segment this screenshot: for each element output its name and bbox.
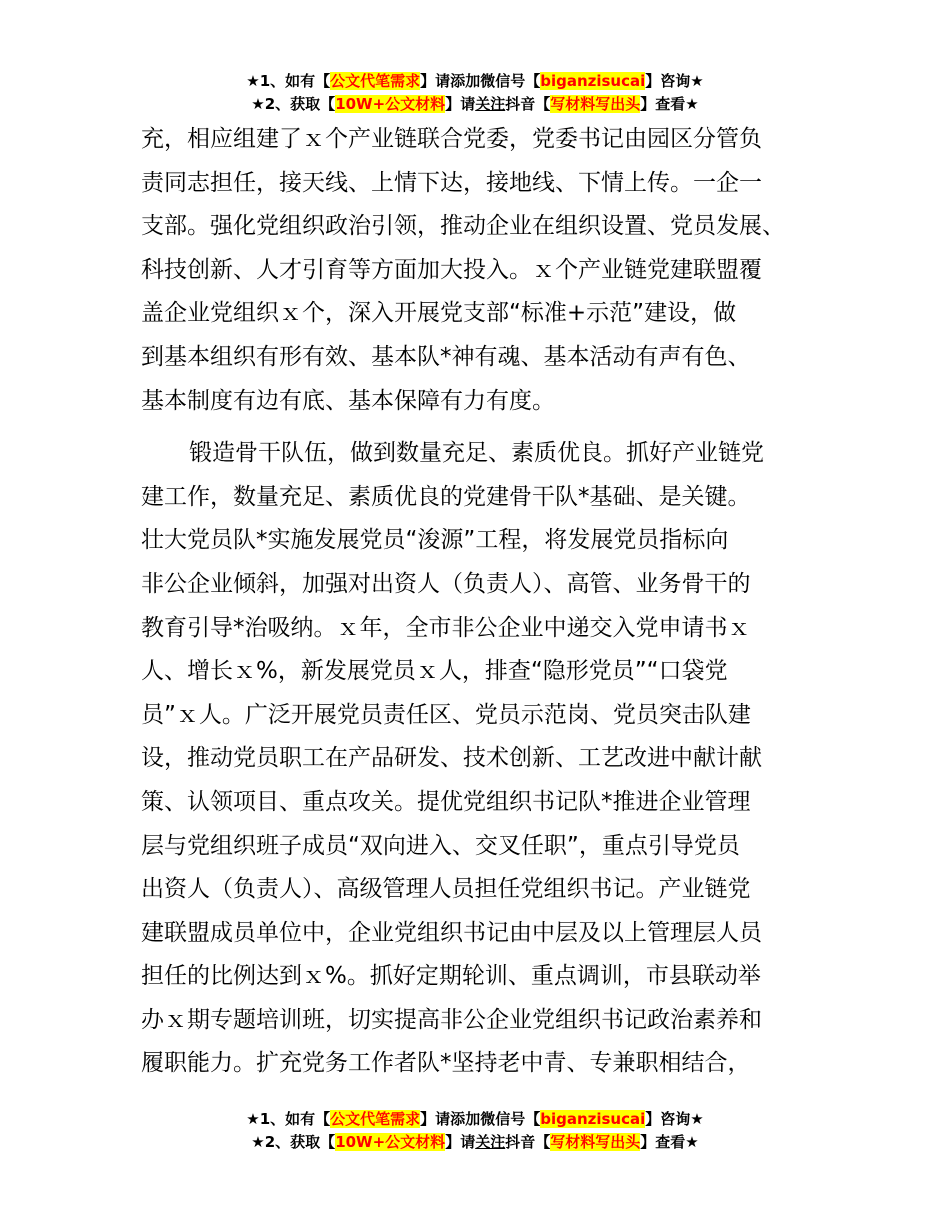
text-line: 担任的比例达到ｘ%。抓好定期轮训、重点调训，市县联动举 — [141, 963, 761, 990]
text-line: 出资人（负责人）、高级管理人员担任党组织书记。产业链党 — [141, 876, 751, 903]
text-line: 策、认领项目、重点攻关。提优党组织书记队*推进企业管理 — [141, 788, 751, 815]
banner-text: 加 — [465, 1110, 481, 1128]
banner-text: 微信号【 — [480, 1110, 541, 1128]
banner-highlight: 写材料写出头 — [550, 1133, 641, 1151]
banner-text: 】请 — [445, 1133, 476, 1151]
banner-line-1 — [0, 1108, 950, 1131]
banner-highlight: biganzisucai — [540, 1110, 646, 1128]
banner-highlight: 10W+公文材料 — [335, 1133, 446, 1151]
banner-text: 微信号【 — [480, 72, 541, 90]
banner-highlight: 10W+公文材料 — [335, 95, 446, 113]
text-line: 建工作，数量充足、素质优良的党建骨干队*基础、是关键。 — [141, 483, 751, 510]
text-line: 员”ｘ人。广泛开展党员责任区、党员示范岗、党员突击队建 — [141, 701, 751, 728]
document-body — [141, 118, 817, 1086]
banner-text: ★2、获取【 — [251, 95, 336, 113]
text-line: 责同志担任，接天线、上情下达，接地线、下情上传。一企一 — [141, 169, 762, 196]
text-line: 履职能力。扩充党务工作者队*坚持老中青、专兼职相结合， — [141, 1050, 751, 1077]
text-line: 支部。强化党组织政治引领，推动企业在组织设置、党员发展、 — [141, 213, 785, 240]
header-banner — [0, 70, 950, 116]
banner-text: 】请添 — [420, 1110, 466, 1128]
banner-text: 】咨询★ — [645, 1110, 704, 1128]
banner-text: 抖音【 — [505, 1133, 551, 1151]
banner-line-2 — [0, 93, 950, 116]
banner-text: ★1、如有【 — [246, 72, 331, 90]
paragraph-gap — [141, 423, 817, 432]
banner-highlight: 写材料写出头 — [550, 95, 641, 113]
footer-banner — [0, 1108, 950, 1154]
text-line: 充，相应组建了ｘ个产业链联合党委，党委书记由园区分管负 — [141, 126, 762, 152]
text-line: 教育引导*治吸纳。ｘ年，全市非公企业中递交入党申请书ｘ — [141, 614, 751, 641]
text-line: 锻造骨干队伍，做到数量充足、素质优良。抓好产业链党 — [189, 440, 764, 467]
text-line: 层与党组织班子成员“双向进入、交叉任职”，重点引导党员 — [141, 832, 740, 859]
banner-highlight: biganzisucai — [540, 72, 646, 90]
banner-highlight: 公文代笔需求 — [330, 72, 421, 90]
banner-text: 】咨询★ — [645, 72, 704, 90]
text-line: 到基本组织有形有效、基本队*神有魂、基本活动有声有色、 — [141, 343, 751, 370]
banner-text: 关注 — [475, 1133, 506, 1151]
banner-highlight: 公文代笔需求 — [330, 1110, 421, 1128]
banner-line-2 — [0, 1131, 950, 1154]
banner-text: 】请添 — [420, 72, 466, 90]
text-line: 建联盟成员单位中，企业党组织书记由中层及以上管理层人员 — [141, 919, 762, 946]
text-line: 科技创新、人才引育等方面加大投入。ｘ个产业链党建联盟覆 — [141, 256, 762, 283]
banner-text: ★2、获取【 — [251, 1133, 336, 1151]
text-line: 基本制度有边有底、基本保障有力有度。 — [141, 387, 555, 414]
text-line: 盖企业党组织ｘ个，深入开展党支部“标准+示范”建设，做 — [141, 300, 737, 327]
banner-text: 】查看★ — [640, 95, 699, 113]
banner-text: 关注 — [475, 95, 506, 113]
text-line: 设，推动党员职工在产品研发、技术创新、工艺改进中献计献 — [141, 745, 762, 772]
text-line: 壮大党员队*实施发展党员“浚源”工程，将发展党员指标向 — [141, 527, 729, 554]
banner-text: ★1、如有【 — [246, 1110, 331, 1128]
banner-text: 抖音【 — [505, 95, 551, 113]
text-line: 人、增长ｘ%，新发展党员ｘ人，排查“隐形党员”“口袋党 — [141, 658, 728, 685]
banner-line-1 — [0, 70, 950, 93]
banner-text: 】请 — [445, 95, 476, 113]
banner-text: 加 — [465, 72, 481, 90]
text-line: 办ｘ期专题培训班，切实提高非公企业党组织书记政治素养和 — [141, 1006, 762, 1033]
banner-text: 】查看★ — [640, 1133, 699, 1151]
text-line: 非公企业倾斜，加强对出资人（负责人）、高管、业务骨干的 — [141, 570, 751, 597]
